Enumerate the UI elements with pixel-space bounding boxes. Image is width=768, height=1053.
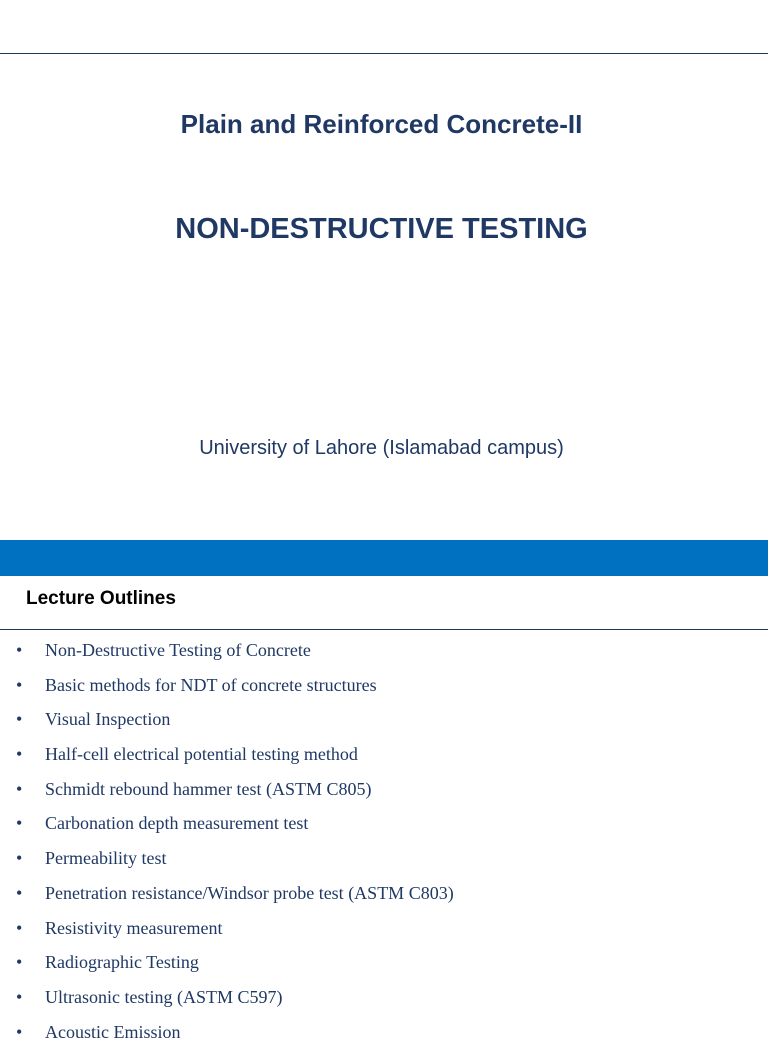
list-item-text: Radiographic Testing bbox=[45, 952, 199, 973]
list-item bbox=[0, 845, 768, 880]
bullet-icon: • bbox=[16, 640, 23, 660]
list-item bbox=[0, 637, 768, 672]
bullet-icon: • bbox=[16, 986, 23, 1007]
list-item-text: Schmidt rebound hammer test (ASTM C805) bbox=[45, 778, 372, 799]
list-item bbox=[0, 949, 768, 984]
list-item bbox=[0, 1019, 768, 1053]
list-item bbox=[0, 984, 768, 1019]
course-title: Plain and Reinforced Concrete-II bbox=[180, 109, 583, 139]
bullet-icon: • bbox=[16, 882, 23, 903]
top-divider bbox=[0, 53, 768, 54]
list-item-text: Penetration resistance/Windsor probe test (ASTM C803) bbox=[45, 882, 454, 903]
list-item bbox=[0, 915, 768, 950]
list-item-text: Permeability test bbox=[45, 848, 167, 869]
list-item-text: Basic methods for NDT of concrete structures bbox=[45, 674, 377, 695]
bullet-icon: • bbox=[16, 952, 23, 973]
bullet-icon: • bbox=[16, 709, 23, 730]
list-item bbox=[0, 776, 768, 811]
list-item bbox=[0, 741, 768, 776]
list-item bbox=[0, 880, 768, 915]
outline-divider bbox=[0, 629, 768, 630]
bullet-icon: • bbox=[16, 744, 23, 765]
bullet-icon: • bbox=[16, 813, 23, 834]
slide-header-band bbox=[0, 540, 768, 576]
university-name: University of Lahore (Islamabad campus) bbox=[199, 437, 564, 459]
list-item-text: Acoustic Emission bbox=[45, 1021, 181, 1042]
outline-heading: Lecture Outlines bbox=[26, 588, 176, 609]
topic-title: NON-DESTRUCTIVE TESTING bbox=[175, 213, 588, 245]
list-item-text: Resistivity measurement bbox=[45, 917, 223, 938]
bullet-icon: • bbox=[16, 778, 23, 799]
bullet-icon: • bbox=[16, 917, 23, 938]
bullet-icon: • bbox=[16, 1021, 23, 1042]
list-item bbox=[0, 810, 768, 845]
list-item-text: Carbonation depth measurement test bbox=[45, 813, 309, 834]
list-item-text: Half-cell electrical potential testing method bbox=[45, 744, 358, 765]
list-item-text: Ultrasonic testing (ASTM C597) bbox=[45, 986, 283, 1007]
list-item-text: Non-Destructive Testing of Concrete bbox=[45, 640, 311, 660]
list-item bbox=[0, 672, 768, 707]
bullet-icon: • bbox=[16, 848, 23, 869]
bullet-icon: • bbox=[16, 674, 23, 695]
outline-list bbox=[0, 637, 768, 1053]
list-item-text: Visual Inspection bbox=[45, 709, 171, 730]
list-item bbox=[0, 706, 768, 741]
